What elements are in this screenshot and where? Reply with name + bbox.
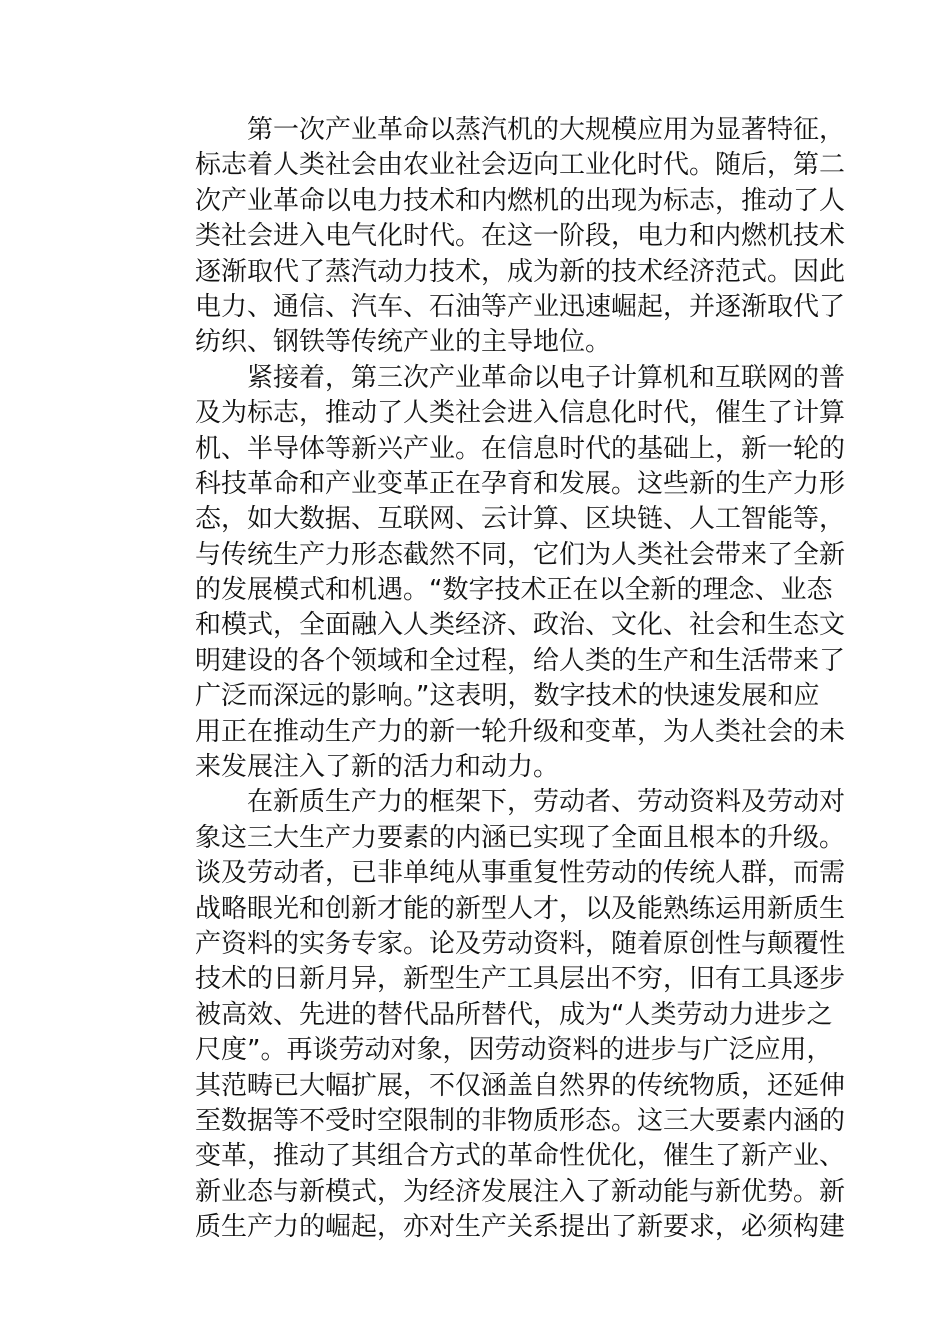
text-line: 用正在推动生产力的新一轮升级和变革，为人类社会的未	[195, 716, 846, 747]
text-line: 尺度”。再谈劳动对象，因劳动资料的进步与广泛应用，	[195, 1035, 833, 1066]
paragraph-industrial-revolutions	[143, 113, 846, 361]
paragraph-digital-revolution	[143, 361, 846, 786]
text-line: 及为标志，推动了人类社会进入信息化时代，催生了计算	[195, 398, 846, 429]
text-line: 类社会进入电气化时代。在这一阶段，电力和内燃机技术	[195, 221, 846, 252]
text-line: 新业态与新模式，为经济发展注入了新动能与新优势。新	[195, 1176, 846, 1207]
text-line: 产资料的实务专家。论及劳动资料，随着原创性与颠覆性	[195, 928, 846, 959]
text-line: 标志着人类社会由农业社会迈向工业化时代。随后，第二	[195, 150, 846, 181]
text-line: 科技革命和产业变革正在孕育和发展。这些新的生产力形	[195, 468, 846, 499]
text-line: 谈及劳动者，已非单纯从事重复性劳动的传统人群，而需	[195, 858, 846, 889]
text-line: 变革，推动了其组合方式的革命性优化，催生了新产业、	[195, 1141, 846, 1172]
text-line: 明建设的各个领域和全过程，给人类的生产和生活带来了	[195, 645, 846, 676]
text-line: 象这三大生产力要素的内涵已实现了全面且根本的升级。	[195, 822, 846, 853]
text-line: 次产业革命以电力技术和内燃机的出现为标志，推动了人	[195, 185, 846, 216]
text-line: 与传统生产力形态截然不同，它们为人类社会带来了全新	[195, 539, 846, 570]
text-line: 电力、通信、汽车、石油等产业迅速崛起，并逐渐取代了	[195, 291, 846, 322]
text-line: 和模式，全面融入人类经济、政治、文化、社会和生态文	[195, 610, 846, 641]
text-line: 的发展模式和机遇。“数字技术正在以全新的理念、业态	[195, 575, 833, 606]
text-line: 战略眼光和创新才能的新型人才，以及能熟练运用新质生	[195, 893, 846, 924]
text-line: 态，如大数据、互联网、云计算、区块链、人工智能等，	[195, 504, 846, 535]
text-line: 技术的日新月异，新型生产工具层出不穷，旧有工具逐步	[195, 964, 846, 995]
text-line: 第一次产业革命以蒸汽机的大规模应用为显著特征，	[247, 115, 846, 145]
text-line: 广泛而深远的影响。”这表明，数字技术的快速发展和应	[195, 681, 820, 712]
paragraph-new-quality-productivity	[143, 785, 846, 1245]
document-page	[143, 113, 846, 1246]
text-line: 机、半导体等新兴产业。在信息时代的基础上，新一轮的	[195, 433, 846, 464]
text-line: 在新质生产力的框架下，劳动者、劳动资料及劳动对	[247, 787, 846, 818]
text-line: 逐渐取代了蒸汽动力技术，成为新的技术经济范式。因此	[195, 256, 846, 287]
text-line: 紧接着，第三次产业革命以电子计算机和互联网的普	[247, 362, 846, 393]
text-line: 纺织、钢铁等传统产业的主导地位。	[195, 327, 612, 358]
text-line: 质生产力的崛起，亦对生产关系提出了新要求，必须构建	[195, 1212, 846, 1243]
text-line: 其范畴已大幅扩展，不仅涵盖自然界的传统物质，还延伸	[195, 1070, 846, 1101]
text-line: 至数据等不受时空限制的非物质形态。这三大要素内涵的	[195, 1105, 846, 1136]
text-line: 被高效、先进的替代品所替代，成为“人类劳动力进步之	[195, 999, 833, 1030]
text-line: 来发展注入了新的活力和动力。	[195, 752, 560, 783]
